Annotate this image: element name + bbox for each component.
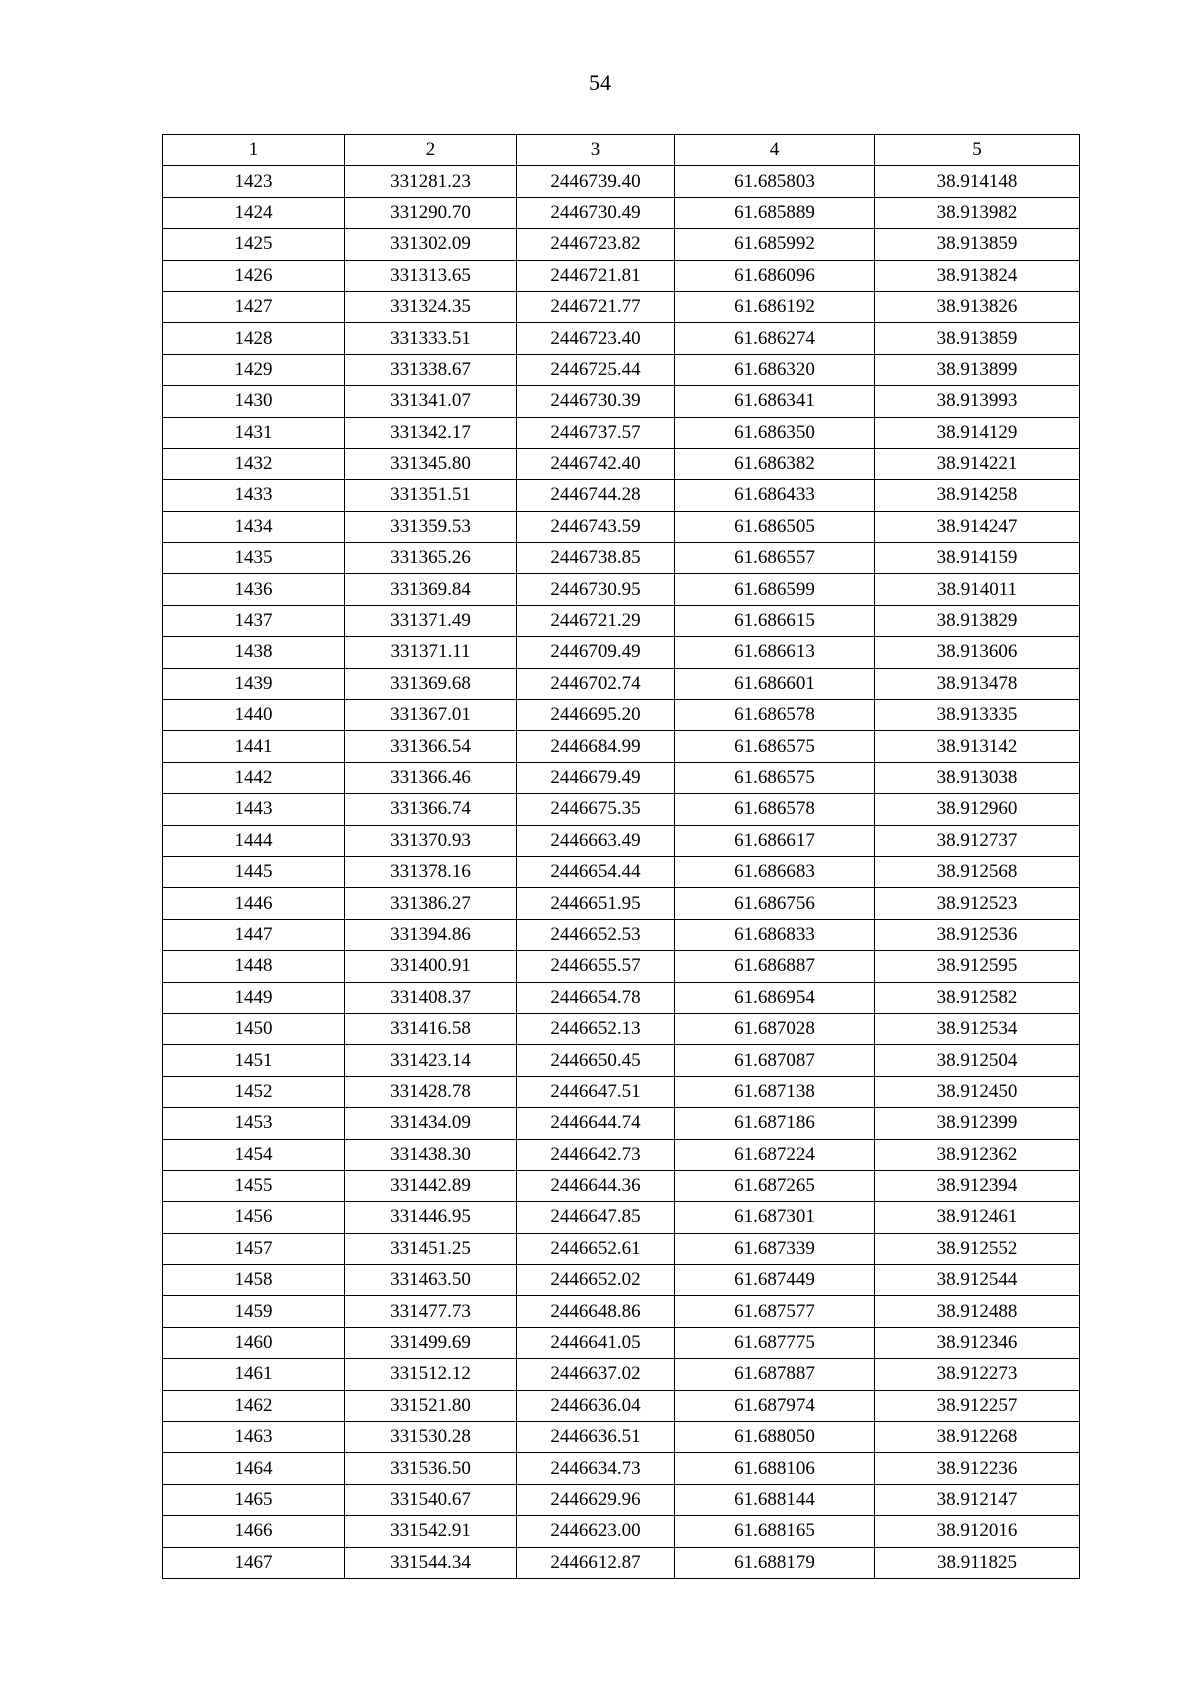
table-cell-col-4: 61.686557 xyxy=(675,543,875,574)
table-cell-col-3: 2446695.20 xyxy=(517,700,675,731)
table-cell-col-5: 38.912523 xyxy=(875,888,1080,919)
table-cell-col-3: 2446652.61 xyxy=(517,1233,675,1264)
table-row xyxy=(163,229,1080,260)
table-cell-col-5: 38.912488 xyxy=(875,1296,1080,1327)
table-cell-col-2: 331540.67 xyxy=(345,1484,517,1515)
table-cell-col-2: 331451.25 xyxy=(345,1233,517,1264)
table-cell-col-3: 2446648.86 xyxy=(517,1296,675,1327)
table-cell-col-3: 2446636.04 xyxy=(517,1390,675,1421)
table-cell-col-2: 331313.65 xyxy=(345,260,517,291)
table-cell-col-3: 2446652.53 xyxy=(517,919,675,950)
table-cell-col-4: 61.687028 xyxy=(675,1013,875,1044)
table-cell-col-5: 38.914159 xyxy=(875,543,1080,574)
table-cell-col-5: 38.912257 xyxy=(875,1390,1080,1421)
table-cell-col-4: 61.688179 xyxy=(675,1547,875,1578)
table-cell-col-2: 331408.37 xyxy=(345,982,517,1013)
table-cell-col-2: 331369.84 xyxy=(345,574,517,605)
table-cell-col-1: 1463 xyxy=(163,1422,345,1453)
table-row xyxy=(163,668,1080,699)
table-cell-col-2: 331530.28 xyxy=(345,1422,517,1453)
table-cell-col-2: 331521.80 xyxy=(345,1390,517,1421)
table-cell-col-4: 61.686756 xyxy=(675,888,875,919)
table-row xyxy=(163,1516,1080,1547)
table-row xyxy=(163,731,1080,762)
table-row xyxy=(163,543,1080,574)
table-cell-col-5: 38.912737 xyxy=(875,825,1080,856)
table-cell-col-2: 331333.51 xyxy=(345,323,517,354)
table-cell-col-3: 2446738.85 xyxy=(517,543,675,574)
table-cell-col-2: 331324.35 xyxy=(345,291,517,322)
table-cell-col-2: 331366.74 xyxy=(345,794,517,825)
table-cell-col-2: 331423.14 xyxy=(345,1045,517,1076)
table-cell-col-4: 61.685889 xyxy=(675,197,875,228)
table-cell-col-4: 61.686954 xyxy=(675,982,875,1013)
table-row xyxy=(163,511,1080,542)
table-cell-col-2: 331302.09 xyxy=(345,229,517,260)
table-row xyxy=(163,197,1080,228)
table-cell-col-5: 38.912534 xyxy=(875,1013,1080,1044)
table-cell-col-5: 38.914129 xyxy=(875,417,1080,448)
table-cell-col-2: 331345.80 xyxy=(345,448,517,479)
table-cell-col-5: 38.912273 xyxy=(875,1359,1080,1390)
table-cell-col-2: 331400.91 xyxy=(345,951,517,982)
table-cell-col-2: 331359.53 xyxy=(345,511,517,542)
table-cell-col-5: 38.914221 xyxy=(875,448,1080,479)
table-row xyxy=(163,1265,1080,1296)
table-cell-col-5: 38.914258 xyxy=(875,480,1080,511)
table-cell-col-2: 331342.17 xyxy=(345,417,517,448)
table-cell-col-2: 331281.23 xyxy=(345,166,517,197)
table-row xyxy=(163,982,1080,1013)
table-cell-col-1: 1424 xyxy=(163,197,345,228)
table-cell-col-4: 61.686599 xyxy=(675,574,875,605)
column-header-5: 5 xyxy=(875,135,1080,166)
table-cell-col-2: 331367.01 xyxy=(345,700,517,731)
table-row xyxy=(163,1296,1080,1327)
table-cell-col-2: 331366.54 xyxy=(345,731,517,762)
table-cell-col-1: 1440 xyxy=(163,700,345,731)
table-cell-col-1: 1423 xyxy=(163,166,345,197)
table-row xyxy=(163,291,1080,322)
table-cell-col-4: 61.687186 xyxy=(675,1108,875,1139)
table-cell-col-1: 1437 xyxy=(163,605,345,636)
table-cell-col-1: 1446 xyxy=(163,888,345,919)
table-cell-col-3: 2446650.45 xyxy=(517,1045,675,1076)
table-cell-col-5: 38.912595 xyxy=(875,951,1080,982)
table-cell-col-4: 61.686505 xyxy=(675,511,875,542)
table-cell-col-2: 331438.30 xyxy=(345,1139,517,1170)
table-cell-col-4: 61.686274 xyxy=(675,323,875,354)
table-cell-col-1: 1465 xyxy=(163,1484,345,1515)
table-cell-col-5: 38.912552 xyxy=(875,1233,1080,1264)
table-cell-col-1: 1434 xyxy=(163,511,345,542)
table-cell-col-1: 1452 xyxy=(163,1076,345,1107)
column-header-3: 3 xyxy=(517,135,675,166)
table-cell-col-3: 2446642.73 xyxy=(517,1139,675,1170)
table-cell-col-2: 331371.11 xyxy=(345,637,517,668)
table-row xyxy=(163,637,1080,668)
table-row xyxy=(163,1390,1080,1421)
table-cell-col-2: 331446.95 xyxy=(345,1202,517,1233)
table-cell-col-5: 38.912504 xyxy=(875,1045,1080,1076)
table-cell-col-4: 61.686833 xyxy=(675,919,875,950)
table-cell-col-5: 38.912399 xyxy=(875,1108,1080,1139)
table-cell-col-1: 1451 xyxy=(163,1045,345,1076)
table-cell-col-5: 38.913829 xyxy=(875,605,1080,636)
table-cell-col-2: 331512.12 xyxy=(345,1359,517,1390)
table-cell-col-1: 1428 xyxy=(163,323,345,354)
table-cell-col-3: 2446644.74 xyxy=(517,1108,675,1139)
table-cell-col-4: 61.687449 xyxy=(675,1265,875,1296)
table-cell-col-1: 1450 xyxy=(163,1013,345,1044)
table-row xyxy=(163,1013,1080,1044)
table-cell-col-3: 2446743.59 xyxy=(517,511,675,542)
table-row xyxy=(163,700,1080,731)
table-cell-col-4: 61.686578 xyxy=(675,700,875,731)
column-header-2: 2 xyxy=(345,135,517,166)
table-cell-col-4: 61.688165 xyxy=(675,1516,875,1547)
table-cell-col-4: 61.686683 xyxy=(675,856,875,887)
table-cell-col-4: 61.687974 xyxy=(675,1390,875,1421)
table-cell-col-3: 2446730.95 xyxy=(517,574,675,605)
table-cell-col-3: 2446612.87 xyxy=(517,1547,675,1578)
table-cell-col-3: 2446654.78 xyxy=(517,982,675,1013)
table-cell-col-4: 61.687775 xyxy=(675,1327,875,1358)
table-cell-col-4: 61.686601 xyxy=(675,668,875,699)
table-cell-col-5: 38.912147 xyxy=(875,1484,1080,1515)
table-row xyxy=(163,1202,1080,1233)
table-cell-col-2: 331544.34 xyxy=(345,1547,517,1578)
table-cell-col-3: 2446634.73 xyxy=(517,1453,675,1484)
table-cell-col-1: 1456 xyxy=(163,1202,345,1233)
table-cell-col-3: 2446636.51 xyxy=(517,1422,675,1453)
table-cell-col-3: 2446721.29 xyxy=(517,605,675,636)
table-row xyxy=(163,1422,1080,1453)
table-cell-col-4: 61.685803 xyxy=(675,166,875,197)
table-cell-col-5: 38.914011 xyxy=(875,574,1080,605)
table-row xyxy=(163,605,1080,636)
table-cell-col-2: 331477.73 xyxy=(345,1296,517,1327)
table-body xyxy=(163,166,1080,1579)
table-cell-col-4: 61.685992 xyxy=(675,229,875,260)
table-cell-col-5: 38.913899 xyxy=(875,354,1080,385)
table-cell-col-5: 38.914247 xyxy=(875,511,1080,542)
table-cell-col-5: 38.912450 xyxy=(875,1076,1080,1107)
table-header xyxy=(163,135,1080,166)
table-row xyxy=(163,951,1080,982)
table-cell-col-2: 331378.16 xyxy=(345,856,517,887)
table-cell-col-5: 38.912582 xyxy=(875,982,1080,1013)
table-cell-col-4: 61.687577 xyxy=(675,1296,875,1327)
table-row xyxy=(163,323,1080,354)
table-cell-col-3: 2446702.74 xyxy=(517,668,675,699)
table-cell-col-5: 38.912394 xyxy=(875,1170,1080,1201)
table-row xyxy=(163,1108,1080,1139)
table-cell-col-4: 61.686192 xyxy=(675,291,875,322)
table-cell-col-3: 2446721.77 xyxy=(517,291,675,322)
table-cell-col-3: 2446730.49 xyxy=(517,197,675,228)
table-row xyxy=(163,480,1080,511)
table-cell-col-5: 38.913824 xyxy=(875,260,1080,291)
table-cell-col-2: 331290.70 xyxy=(345,197,517,228)
table-cell-col-4: 61.687138 xyxy=(675,1076,875,1107)
table-cell-col-3: 2446647.51 xyxy=(517,1076,675,1107)
table-cell-col-5: 38.913982 xyxy=(875,197,1080,228)
table-cell-col-2: 331371.49 xyxy=(345,605,517,636)
table-row xyxy=(163,166,1080,197)
table-cell-col-2: 331442.89 xyxy=(345,1170,517,1201)
table-cell-col-1: 1449 xyxy=(163,982,345,1013)
table-cell-col-4: 61.686382 xyxy=(675,448,875,479)
table-cell-col-5: 38.912960 xyxy=(875,794,1080,825)
table-cell-col-3: 2446723.40 xyxy=(517,323,675,354)
table-cell-col-3: 2446647.85 xyxy=(517,1202,675,1233)
table-cell-col-2: 331369.68 xyxy=(345,668,517,699)
table-cell-col-4: 61.686320 xyxy=(675,354,875,385)
table-cell-col-1: 1432 xyxy=(163,448,345,479)
table-row xyxy=(163,354,1080,385)
table-cell-col-3: 2446675.35 xyxy=(517,794,675,825)
table-cell-col-4: 61.686887 xyxy=(675,951,875,982)
table-cell-col-2: 331428.78 xyxy=(345,1076,517,1107)
table-cell-col-2: 331463.50 xyxy=(345,1265,517,1296)
table-cell-col-1: 1442 xyxy=(163,762,345,793)
table-cell-col-4: 61.687087 xyxy=(675,1045,875,1076)
table-cell-col-1: 1436 xyxy=(163,574,345,605)
table-cell-col-1: 1467 xyxy=(163,1547,345,1578)
table-cell-col-4: 61.686096 xyxy=(675,260,875,291)
table-cell-col-4: 61.686433 xyxy=(675,480,875,511)
table-cell-col-2: 331370.93 xyxy=(345,825,517,856)
table-cell-col-2: 331394.86 xyxy=(345,919,517,950)
header-row xyxy=(163,135,1080,166)
table-cell-col-5: 38.912544 xyxy=(875,1265,1080,1296)
table-cell-col-1: 1431 xyxy=(163,417,345,448)
table-cell-col-4: 61.686341 xyxy=(675,386,875,417)
table-cell-col-3: 2446654.44 xyxy=(517,856,675,887)
table-cell-col-4: 61.686350 xyxy=(675,417,875,448)
table-cell-col-5: 38.913142 xyxy=(875,731,1080,762)
table-cell-col-3: 2446739.40 xyxy=(517,166,675,197)
table-row xyxy=(163,448,1080,479)
table-cell-col-3: 2446655.57 xyxy=(517,951,675,982)
table-cell-col-5: 38.912346 xyxy=(875,1327,1080,1358)
table-cell-col-3: 2446725.44 xyxy=(517,354,675,385)
table-row xyxy=(163,386,1080,417)
table-row xyxy=(163,1359,1080,1390)
table-cell-col-5: 38.913478 xyxy=(875,668,1080,699)
table-cell-col-2: 331366.46 xyxy=(345,762,517,793)
table-cell-col-1: 1443 xyxy=(163,794,345,825)
table-cell-col-5: 38.913859 xyxy=(875,229,1080,260)
table-cell-col-5: 38.913993 xyxy=(875,386,1080,417)
table-row xyxy=(163,1547,1080,1578)
table-cell-col-5: 38.913606 xyxy=(875,637,1080,668)
table-cell-col-3: 2446629.96 xyxy=(517,1484,675,1515)
table-cell-col-2: 331338.67 xyxy=(345,354,517,385)
table-cell-col-1: 1435 xyxy=(163,543,345,574)
table-cell-col-5: 38.912461 xyxy=(875,1202,1080,1233)
table-cell-col-4: 61.688050 xyxy=(675,1422,875,1453)
table-cell-col-1: 1460 xyxy=(163,1327,345,1358)
table-cell-col-2: 331416.58 xyxy=(345,1013,517,1044)
table-row xyxy=(163,574,1080,605)
column-header-4: 4 xyxy=(675,135,875,166)
table-cell-col-1: 1425 xyxy=(163,229,345,260)
table-cell-col-3: 2446742.40 xyxy=(517,448,675,479)
table-row xyxy=(163,1484,1080,1515)
table-cell-col-2: 331386.27 xyxy=(345,888,517,919)
table-cell-col-1: 1461 xyxy=(163,1359,345,1390)
table-cell-col-3: 2446651.95 xyxy=(517,888,675,919)
table-cell-col-1: 1429 xyxy=(163,354,345,385)
table-row xyxy=(163,1453,1080,1484)
table-cell-col-2: 331434.09 xyxy=(345,1108,517,1139)
page-number: 54 xyxy=(589,70,611,95)
table-row xyxy=(163,825,1080,856)
table-cell-col-3: 2446623.00 xyxy=(517,1516,675,1547)
table-cell-col-5: 38.912568 xyxy=(875,856,1080,887)
table-cell-col-4: 61.687301 xyxy=(675,1202,875,1233)
table-cell-col-5: 38.912268 xyxy=(875,1422,1080,1453)
table-cell-col-3: 2446652.13 xyxy=(517,1013,675,1044)
table-cell-col-1: 1458 xyxy=(163,1265,345,1296)
table-cell-col-3: 2446730.39 xyxy=(517,386,675,417)
table-cell-col-1: 1453 xyxy=(163,1108,345,1139)
table-cell-col-1: 1441 xyxy=(163,731,345,762)
table-cell-col-4: 61.688144 xyxy=(675,1484,875,1515)
table-cell-col-5: 38.912536 xyxy=(875,919,1080,950)
table-cell-col-1: 1427 xyxy=(163,291,345,322)
table-cell-col-1: 1438 xyxy=(163,637,345,668)
table-cell-col-3: 2446644.36 xyxy=(517,1170,675,1201)
table-cell-col-3: 2446709.49 xyxy=(517,637,675,668)
table-cell-col-3: 2446744.28 xyxy=(517,480,675,511)
table-cell-col-5: 38.912362 xyxy=(875,1139,1080,1170)
table-row xyxy=(163,1139,1080,1170)
table-cell-col-4: 61.686575 xyxy=(675,731,875,762)
table-row xyxy=(163,1076,1080,1107)
table-cell-col-5: 38.911825 xyxy=(875,1547,1080,1578)
table-cell-col-4: 61.686578 xyxy=(675,794,875,825)
table-cell-col-1: 1457 xyxy=(163,1233,345,1264)
table-row xyxy=(163,1233,1080,1264)
column-header-1: 1 xyxy=(163,135,345,166)
table-cell-col-3: 2446679.49 xyxy=(517,762,675,793)
table-row xyxy=(163,888,1080,919)
table-cell-col-1: 1447 xyxy=(163,919,345,950)
table-cell-col-1: 1455 xyxy=(163,1170,345,1201)
table-cell-col-3: 2446652.02 xyxy=(517,1265,675,1296)
table-row xyxy=(163,417,1080,448)
table-cell-col-1: 1433 xyxy=(163,480,345,511)
table-cell-col-5: 38.914148 xyxy=(875,166,1080,197)
table-cell-col-3: 2446721.81 xyxy=(517,260,675,291)
table-row xyxy=(163,260,1080,291)
table-cell-col-2: 331499.69 xyxy=(345,1327,517,1358)
table-cell-col-4: 61.686575 xyxy=(675,762,875,793)
table-cell-col-3: 2446684.99 xyxy=(517,731,675,762)
table-row xyxy=(163,1170,1080,1201)
table-cell-col-4: 61.687339 xyxy=(675,1233,875,1264)
table-cell-col-1: 1448 xyxy=(163,951,345,982)
table-cell-col-4: 61.686613 xyxy=(675,637,875,668)
table-cell-col-3: 2446723.82 xyxy=(517,229,675,260)
table-cell-col-5: 38.912016 xyxy=(875,1516,1080,1547)
table-cell-col-1: 1426 xyxy=(163,260,345,291)
table-row xyxy=(163,762,1080,793)
table-cell-col-1: 1464 xyxy=(163,1453,345,1484)
table-cell-col-2: 331341.07 xyxy=(345,386,517,417)
table-cell-col-1: 1466 xyxy=(163,1516,345,1547)
table-cell-col-1: 1445 xyxy=(163,856,345,887)
table-cell-col-2: 331365.26 xyxy=(345,543,517,574)
table-cell-col-5: 38.913038 xyxy=(875,762,1080,793)
table-cell-col-4: 61.688106 xyxy=(675,1453,875,1484)
table-row xyxy=(163,1327,1080,1358)
table-row xyxy=(163,1045,1080,1076)
table-row xyxy=(163,794,1080,825)
table-cell-col-5: 38.912236 xyxy=(875,1453,1080,1484)
table-cell-col-2: 331536.50 xyxy=(345,1453,517,1484)
table-cell-col-1: 1459 xyxy=(163,1296,345,1327)
table-cell-col-4: 61.686617 xyxy=(675,825,875,856)
table-cell-col-1: 1454 xyxy=(163,1139,345,1170)
table-cell-col-2: 331351.51 xyxy=(345,480,517,511)
table-cell-col-1: 1439 xyxy=(163,668,345,699)
table-cell-col-2: 331542.91 xyxy=(345,1516,517,1547)
table-cell-col-3: 2446641.05 xyxy=(517,1327,675,1358)
table-cell-col-3: 2446737.57 xyxy=(517,417,675,448)
table-cell-col-3: 2446637.02 xyxy=(517,1359,675,1390)
table-cell-col-5: 38.913826 xyxy=(875,291,1080,322)
table-cell-col-4: 61.687887 xyxy=(675,1359,875,1390)
table-cell-col-3: 2446663.49 xyxy=(517,825,675,856)
table-row xyxy=(163,919,1080,950)
table-cell-col-4: 61.686615 xyxy=(675,605,875,636)
table-cell-col-5: 38.913335 xyxy=(875,700,1080,731)
table-cell-col-5: 38.913859 xyxy=(875,323,1080,354)
coordinates-table xyxy=(162,134,1080,1579)
table-cell-col-1: 1444 xyxy=(163,825,345,856)
table-cell-col-1: 1430 xyxy=(163,386,345,417)
table-cell-col-1: 1462 xyxy=(163,1390,345,1421)
table-cell-col-4: 61.687224 xyxy=(675,1139,875,1170)
table-cell-col-4: 61.687265 xyxy=(675,1170,875,1201)
table-row xyxy=(163,856,1080,887)
